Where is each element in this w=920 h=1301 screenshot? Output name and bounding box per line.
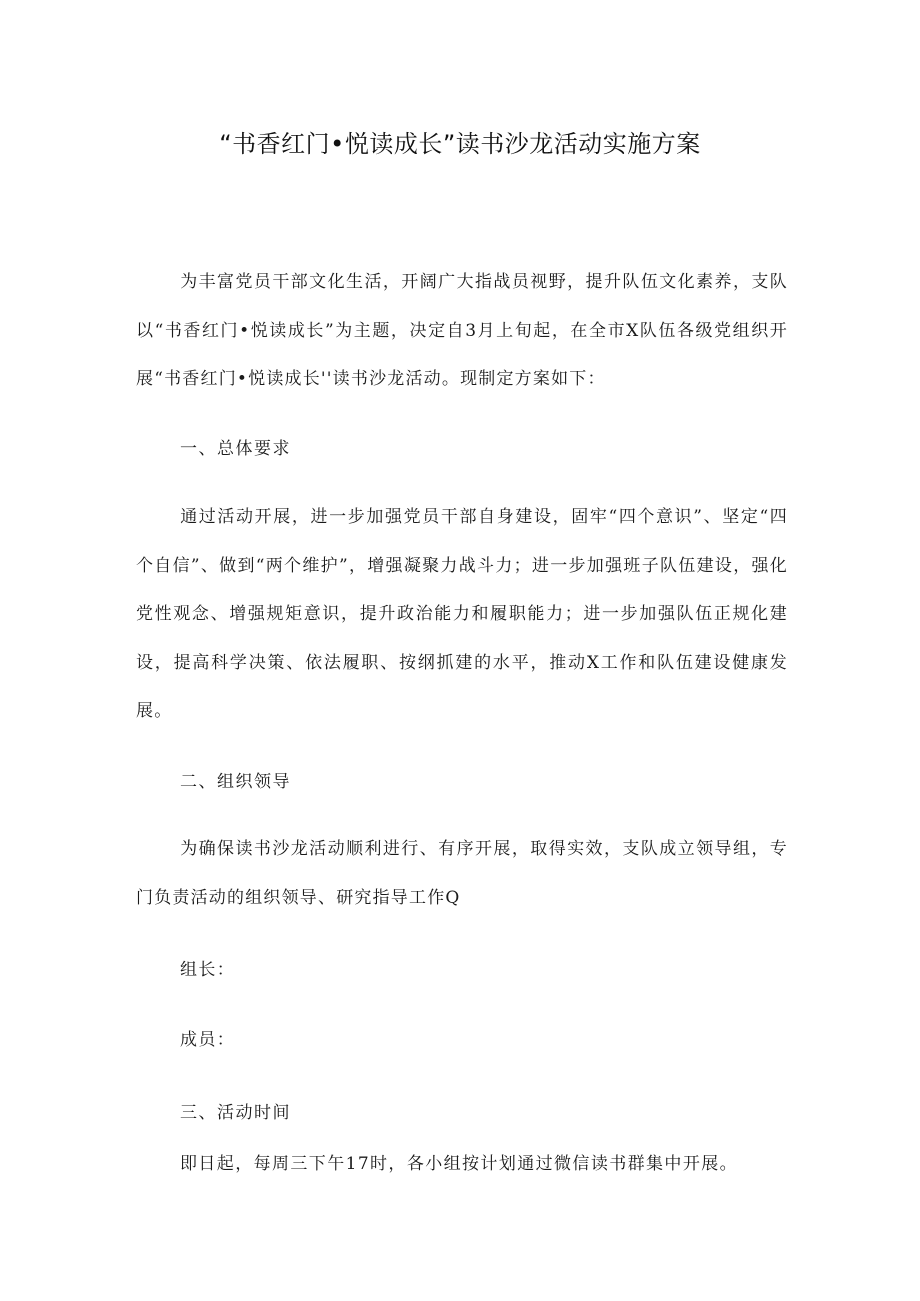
members-label: 成员：: [180, 1030, 236, 1050]
intro-paragraph: 为丰富党员干部文化生活，开阔广大指战员视野，提升队伍文化素养，支队以“书香红门•悦读成长”为主题，决定自3月上旬起，在全市X队伍各级党组织开展“书香红门•悦读成长''读书沙龙活动。现制定方案如下：: [136, 272, 788, 389]
section-body-leadership: 为确保读书沙龙活动顺利进行、有序开展，取得实效，支队成立领导组，专门负责活动的组织领导、研究指导工作Q: [136, 839, 788, 908]
section-heading-time: 三、活动时间: [180, 1103, 291, 1123]
leader-label: 组长：: [180, 960, 236, 980]
document-title: “书香红门•悦读成长”读书沙龙活动实施方案: [219, 130, 701, 158]
section-heading-requirements: 一、总体要求: [180, 439, 291, 459]
section-body-requirements: 通过活动开展，进一步加强党员干部自身建设，固牢“四个意识”、坚定“四个自信”、做到“两个维护”，增强凝聚力战斗力；进一步加强班子队伍建设，强化党性观念、增强规矩意识，提升政治能力和履职能力；进一步加强队伍正规化建设，提高科学决策、依法履职、按纲抓建的水平，推动X工作和队伍建设健康发展。: [136, 507, 788, 721]
section-body-time: 即日起，每周三下午17时，各小组按计划通过微信读书群集中开展。: [180, 1154, 739, 1174]
section-heading-leadership: 二、组织领导: [180, 772, 291, 792]
